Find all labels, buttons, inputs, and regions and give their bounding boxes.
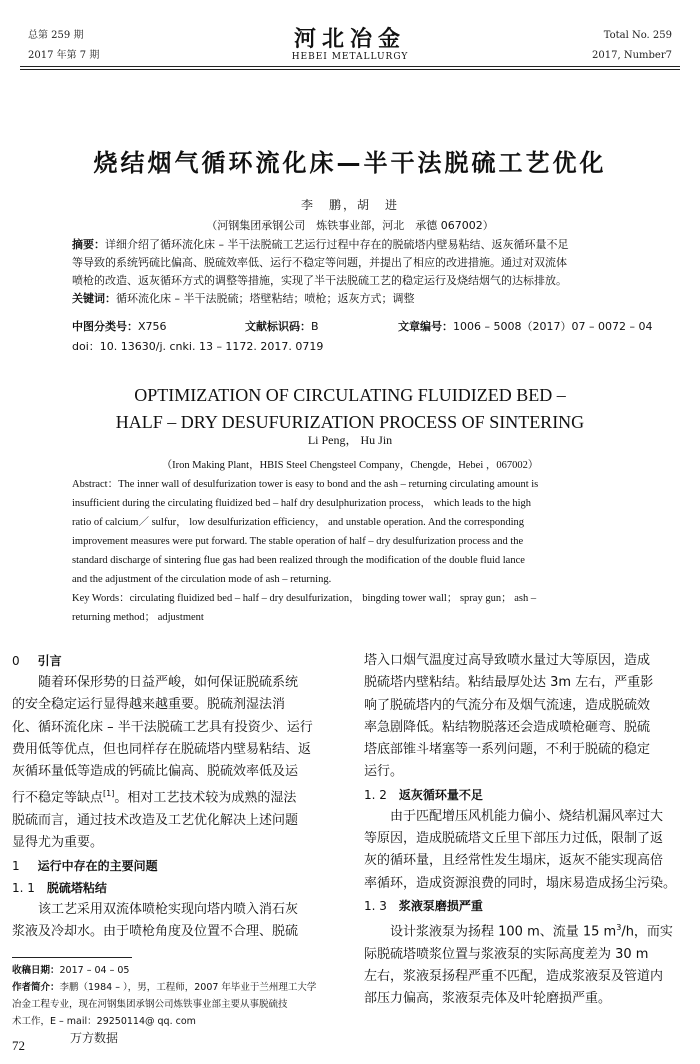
abstract-en-line: insufficient during the circulating fluidized bed – half dry desulphurization process， which leads to the high bbox=[72, 498, 532, 509]
document-code: 文献标识码：B bbox=[245, 320, 319, 333]
right-column bbox=[364, 650, 690, 1010]
abstract-cn bbox=[72, 236, 632, 308]
abstract-cn-line: 等导致的系统钙硫比偏高、脱硫效率低、运行不稳定等问题，并提出了相应的改进措施。通过对双流体 bbox=[72, 256, 567, 269]
footnote: 收稿日期：2017 – 04 – 05 作者简介：李鹏（1984 – ），男，工程师，2007 年毕业于兰州理工大学 冶金工程专业，现在河钢集团承钢公司炼铁事业部主要从事脱硫技 术工作，E – mail：29250114@ qq. com bbox=[12, 962, 342, 1030]
affiliation-cn: （河钢集团承钢公司 炼铁事业部，河北 承德 067002） bbox=[206, 219, 494, 232]
keywords-en: Key Words：circulating fluidized bed – half – dry desulfurization， bingding tower wall； spray gun； ash – bbox=[72, 593, 537, 604]
header-date-left: 2017 年第 7 期 bbox=[28, 50, 100, 61]
watermark: 万方数据 bbox=[70, 1031, 119, 1045]
header-rule-bottom bbox=[20, 69, 680, 70]
abstract-en-line: standard discharge of sintering flue gas had been realized through the modification of the double fluid lance bbox=[72, 555, 525, 566]
header-rule-top bbox=[20, 66, 680, 67]
left-column bbox=[12, 650, 340, 943]
section-1-2-paragraph: 由于匹配增压风机能力偏小、烧结机漏风率过大 等原因，造成脱硫塔文丘里下部压力过低，限制了返 灰的循环量，且经常性发生塌床，返灰不能实现高倍 率循环，造成资源浪费的同时，塌床易造成扬尘污染。 bbox=[364, 808, 677, 891]
affiliation-en: （Iron Making Plant，HBIS Steel Chengsteel Company，Chengde，Hebei ，067002） bbox=[161, 460, 539, 471]
header-issue-left: 总第 259 期 bbox=[28, 30, 84, 41]
article-title-cn: 烧结烟气循环流化床—半干法脱硫工艺优化 bbox=[93, 149, 607, 177]
abstract-en-line: improvement measures were put forward. The stable operation of half – dry desulfurization process and the bbox=[72, 536, 524, 547]
article-title-en-line2: HALF – DRY DESUFURIZATION PROCESS OF SINTERING bbox=[115, 412, 585, 432]
header-issue-right: Total No. 259 bbox=[603, 30, 672, 41]
keywords-cn: 关键词：循环流化床 – 半干法脱硫；塔壁粘结；喷枪；返灰方式；调整 bbox=[72, 292, 415, 305]
footnote-rule bbox=[12, 957, 132, 958]
section-1-2-heading: 1. 2 返灰循环量不足 bbox=[364, 787, 483, 802]
abstract-cn-line: 喷枪的改造、返灰循环方式的调整等措施，实现了半干法脱硫工艺的稳定运行及烧结烟气的达标排放。 bbox=[72, 274, 567, 287]
section-1-3-heading: 1. 3 浆液泵磨损严重 bbox=[364, 898, 483, 913]
author-bio: 作者简介：李鹏（1984 – ），男，工程师，2007 年毕业于兰州理工大学 bbox=[12, 982, 317, 993]
doi: doi：10. 13630/j. cnki. 13 – 1172. 2017. 0719 bbox=[72, 340, 324, 353]
journal-name-en: HEBEI METALLURGY bbox=[291, 52, 409, 62]
section-0-heading: 0 引言 bbox=[12, 654, 62, 668]
header-date-right: 2017, Number7 bbox=[592, 50, 672, 61]
authors-en: Li Peng， Hu Jin bbox=[307, 433, 393, 447]
received-date: 收稿日期：2017 – 04 – 05 bbox=[12, 965, 130, 976]
abstract-en bbox=[72, 475, 632, 627]
section-1-1-paragraph-cont: 塔入口烟气温度过高导致喷水量过大等原因，造成 脱硫塔内壁粘结。粘结最厚处达 3m 左右，严重影 响了脱硫塔内的气流分布及烟气流速，造成脱硫效 率急剧降低。粘结物脱落还会造成喷枪砸弯、脱硫 塔底部锥斗堵塞等一系列问题，不利于脱硫的稳定 运行。 bbox=[364, 653, 654, 780]
authors-cn: 李 鹏，胡 进 bbox=[300, 198, 399, 212]
section-1-heading: 1 运行中存在的主要问题 bbox=[12, 858, 158, 873]
abstract-en-line: Abstract：The inner wall of desulfurization tower is easy to bond and the ash – returning circulating amount is bbox=[72, 479, 539, 490]
abstract-en-label: Abstract： bbox=[72, 479, 119, 490]
article-number: 文章编号：1006 – 5008（2017）07 – 0072 – 04 bbox=[398, 320, 653, 333]
keywords-en-cont: returning method； adjustment bbox=[72, 612, 204, 623]
citation-ref-1[interactable]: [1] bbox=[103, 789, 115, 799]
section-1-3-paragraph: 设计浆液泵为扬程 100 m、流量 15 $m^3/h$，而实 际脱硫塔喷浆位置与浆液泵的实际高度差为 30 m 左右，浆液泵扬程严重不匹配，造成浆液泵及管道内 部压力偏高，浆液泵壳体及叶轮磨损严重。 bbox=[364, 922, 673, 1007]
abstract-en-line: and the adjustment of the circulation mode of ash – returning. bbox=[72, 574, 332, 585]
section-1-1-paragraph: 该工艺采用双流体喷枪实现向塔内喷入消石灰 浆液及冷却水。由于喷枪角度及位置不合理、脱硫 bbox=[12, 901, 299, 939]
page-number: 72 bbox=[12, 1038, 25, 1053]
article-title-en-line1: OPTIMIZATION OF CIRCULATING FLUIDIZED BED – bbox=[134, 385, 566, 405]
journal-logo-cn: 河北冶金 bbox=[293, 26, 406, 52]
abstract-cn-line: 摘要：详细介绍了循环流化床 – 半干法脱硫工艺运行过程中存在的脱硫塔内壁易粘结、返灰循环量不足 bbox=[72, 238, 569, 251]
intro-paragraph: 随着环保形势的日益严峻，如何保证脱硫系统 的安全稳定运行显得越来越重要。脱硫剂湿法消 化、循环流化床 – 半干法脱硫工艺具有投资少、运行 费用低等优点，但也同样存在脱硫塔内壁易粘结、返 灰循环量低等造成的钙硫比偏高、脱硫效率低及运 行不稳定等缺点[1]。相对工艺技术较为成熟的湿法 脱硫而言，通过技术改造及工艺优化解决上述问题 显得尤为重要。 bbox=[12, 675, 313, 851]
clc-number: 中图分类号：X756 bbox=[72, 320, 167, 333]
section-1-1-heading: 1. 1 脱硫塔粘结 bbox=[12, 880, 107, 895]
abstract-cn-label: 摘要： bbox=[72, 238, 105, 251]
abstract-en-line: ratio of calcium／ sulfur， low desulfurization efficiency， and unstable operation. And the corresponding bbox=[72, 517, 525, 528]
